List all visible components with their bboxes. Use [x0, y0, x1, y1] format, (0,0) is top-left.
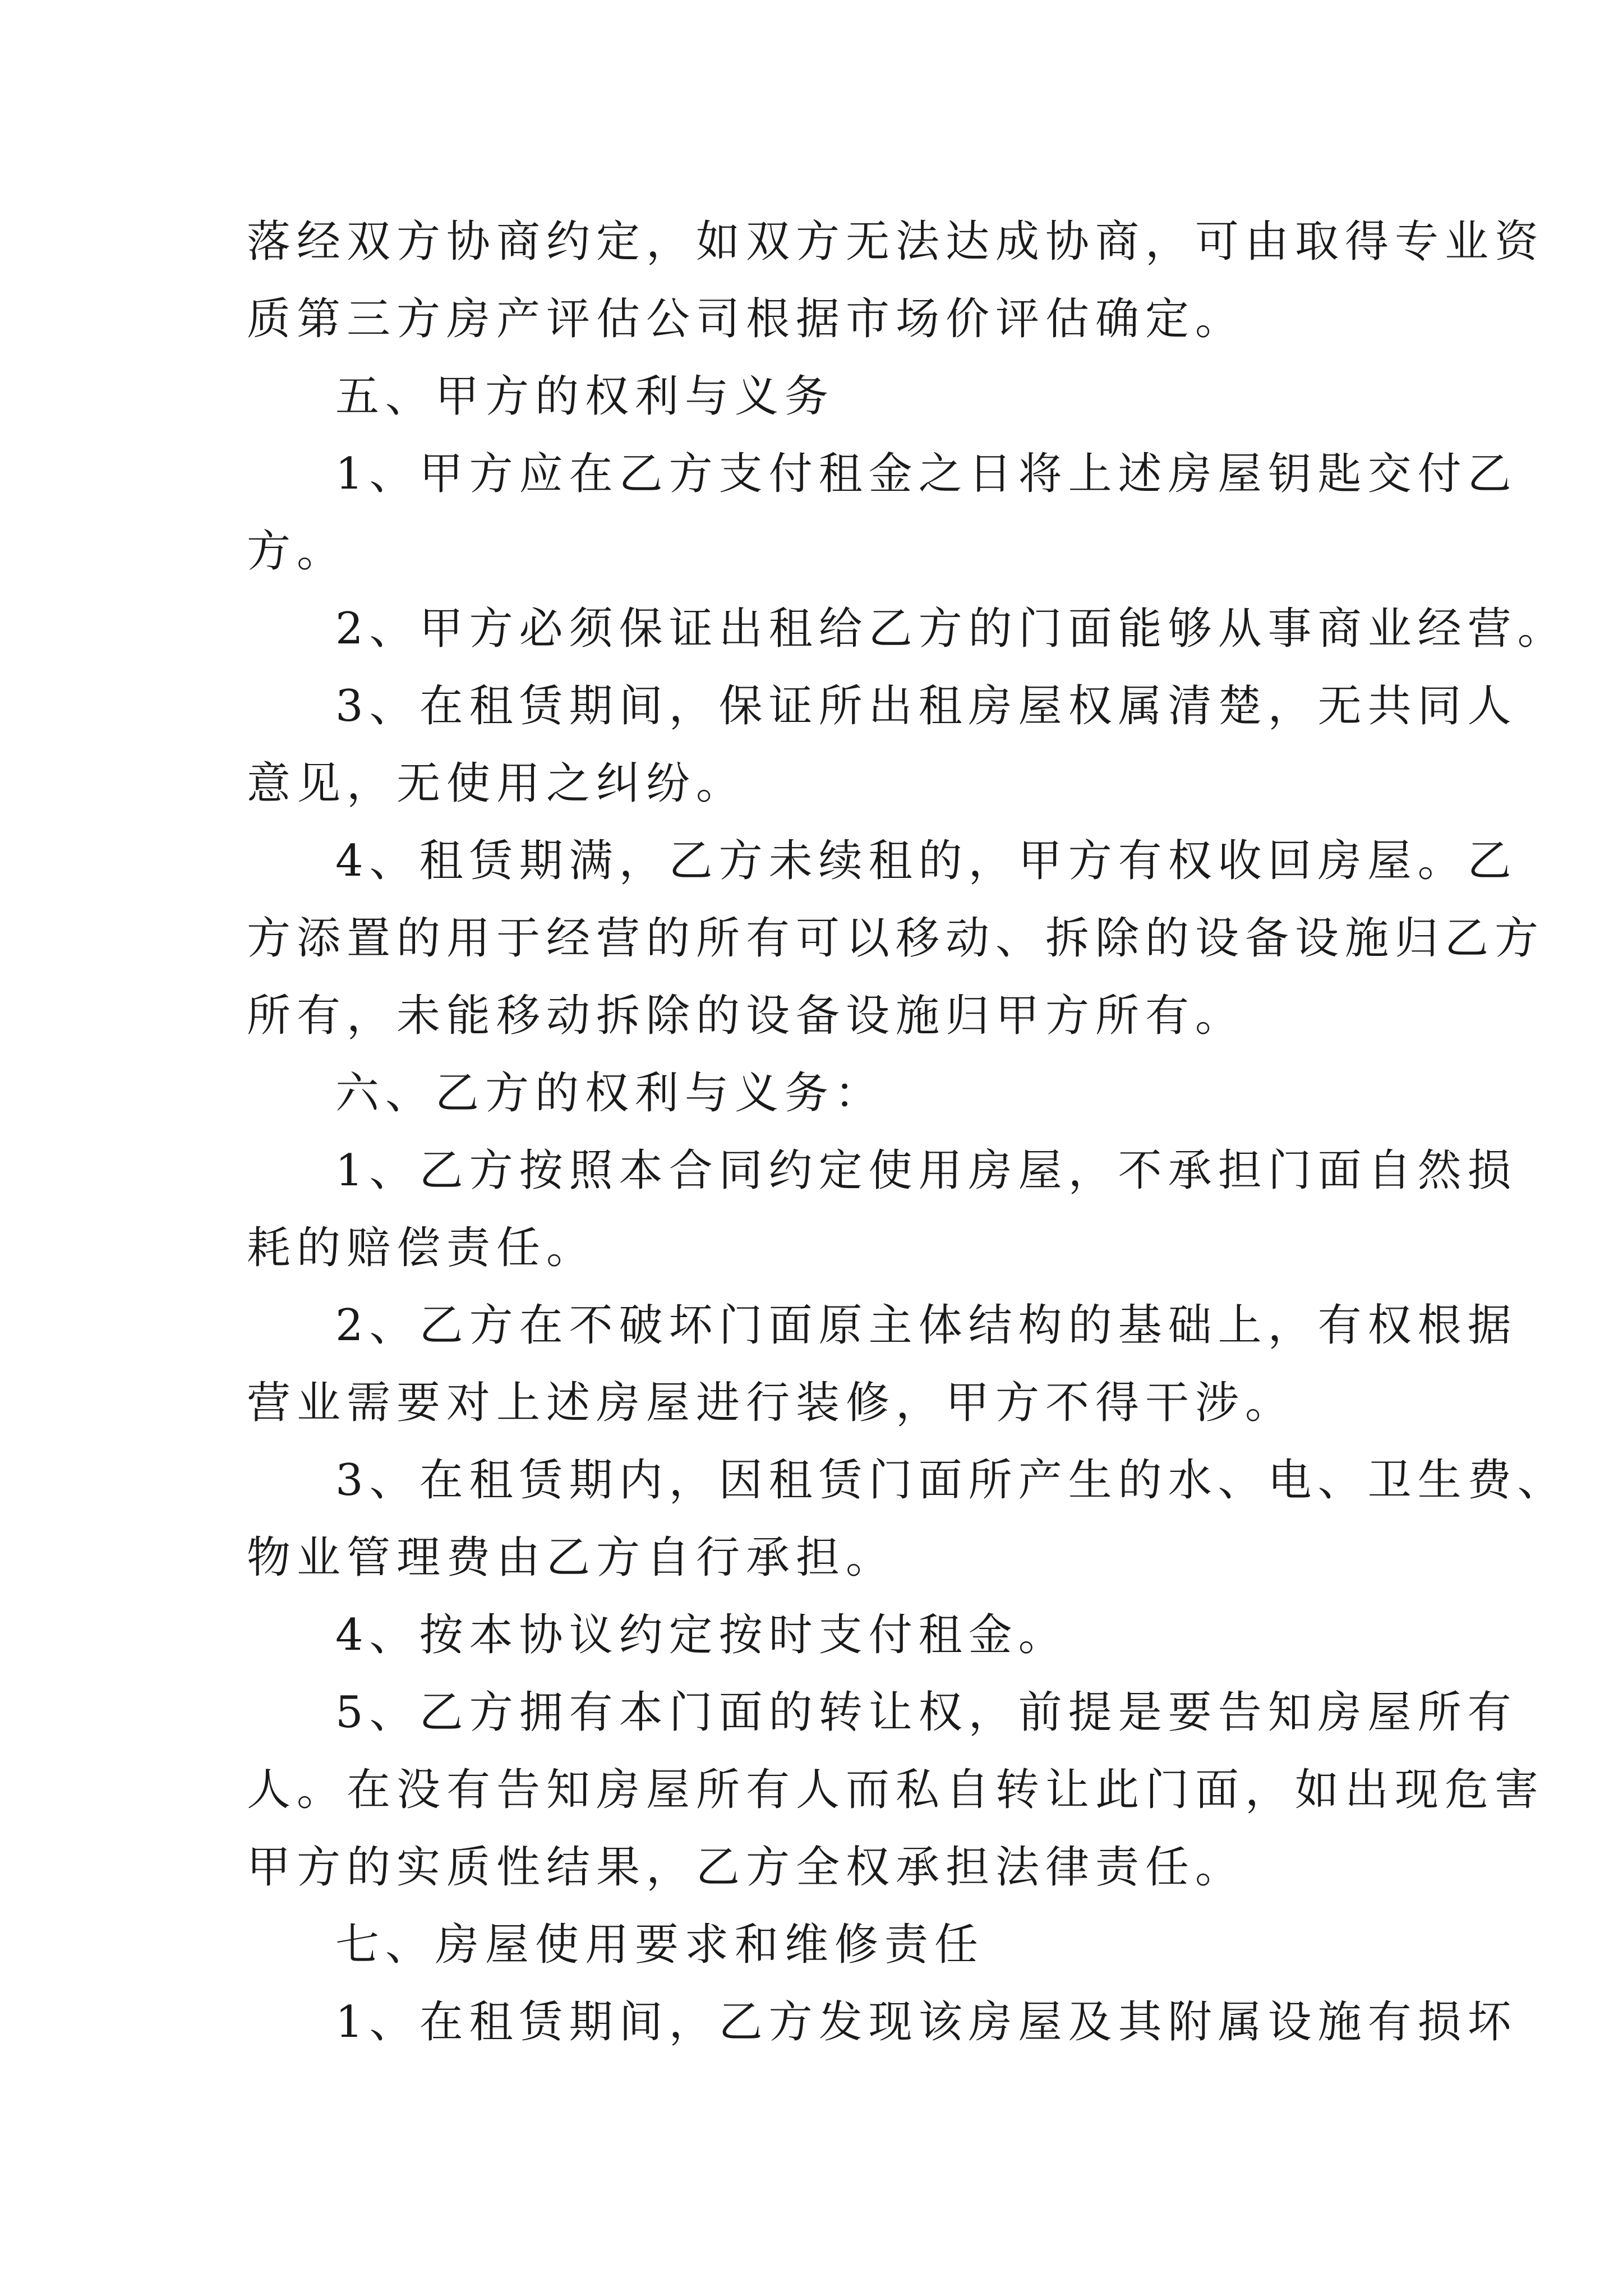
body-line: 落经双方协商约定，如双方无法达成协商，可由取得专业资	[247, 217, 1545, 267]
section-heading: 七、房屋使用要求和维修责任	[335, 1920, 985, 1970]
body-line: 营业需要对上述房屋进行装修，甲方不得干涉。	[247, 1378, 1295, 1428]
body-line: 5、乙方拥有本门面的转让权，前提是要告知房屋所有	[335, 1687, 1518, 1738]
body-line: 1、甲方应在乙方支付租金之日将上述房屋钥匙交付乙	[335, 449, 1518, 499]
body-line: 方。	[247, 526, 347, 577]
document-body	[247, 203, 1567, 2061]
body-line: 4、租赁期满，乙方未续租的，甲方有权收回房屋。乙	[335, 836, 1518, 886]
body-line: 所有，未能移动拆除的设备设施归甲方所有。	[247, 991, 1246, 1041]
body-line: 甲方的实质性结果，乙方全权承担法律责任。	[247, 1842, 1246, 1893]
body-line: 质第三方房产评估公司根据市场价评估确定。	[247, 294, 1246, 344]
body-line: 3、在租赁期内，因租赁门面所产生的水、电、卫生费、	[335, 1455, 1567, 1506]
body-line: 1、在租赁期间，乙方发现该房屋及其附属设施有损坏	[335, 1997, 1518, 2047]
body-line: 意见，无使用之纠纷。	[247, 758, 746, 809]
body-line: 方添置的用于经营的所有可以移动、拆除的设备设施归乙方	[247, 913, 1545, 964]
section-heading: 五、甲方的权利与义务	[335, 371, 835, 422]
body-line: 4、按本协议约定按时支付租金。	[335, 1610, 1068, 1660]
section-heading: 六、乙方的权利与义务：	[335, 1068, 885, 1119]
body-line: 2、甲方必须保证出租给乙方的门面能够从事商业经营。	[335, 604, 1567, 654]
body-line: 人。在没有告知房屋所有人而私自转让此门面，如出现危害	[247, 1765, 1545, 1815]
body-line: 耗的赔偿责任。	[247, 1223, 597, 1273]
body-line: 2、乙方在不破坏门面原主体结构的基础上，有权根据	[335, 1300, 1518, 1351]
body-line: 物业管理费由乙方自行承担。	[247, 1533, 896, 1583]
body-line: 3、在租赁期间，保证所出租房屋权属清楚，无共同人	[335, 681, 1518, 731]
body-line: 1、乙方按照本合同约定使用房屋，不承担门面自然损	[335, 1145, 1518, 1196]
